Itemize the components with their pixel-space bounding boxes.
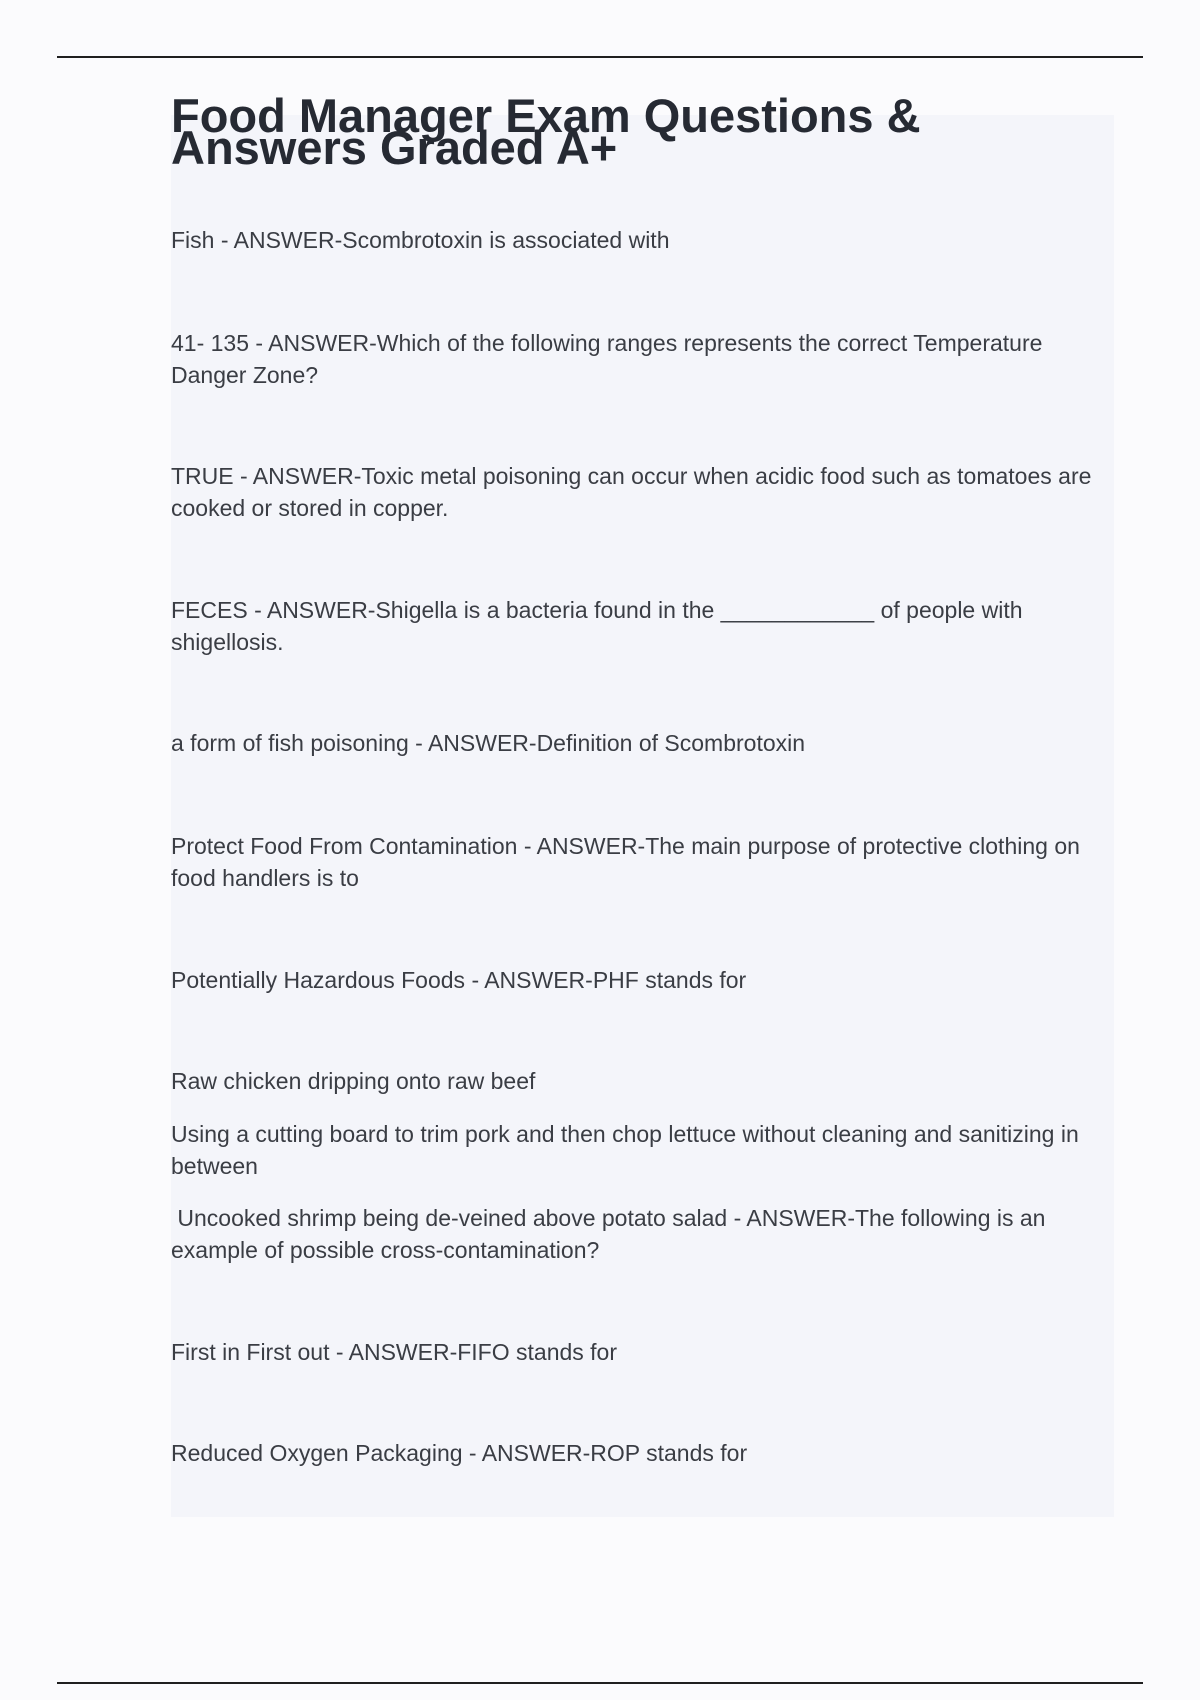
qa-entry-fifo: First in First out - ANSWER-FIFO stands for bbox=[171, 1339, 618, 1365]
qa-entry-phf: Potentially Hazardous Foods - ANSWER-PHF stands for bbox=[171, 967, 747, 993]
qa-entry-fish: Fish - ANSWER-Scombrotoxin is associated with bbox=[171, 227, 670, 253]
qa-entry-rop: Reduced Oxygen Packaging - ANSWER-ROP stands for bbox=[171, 1440, 748, 1466]
qa-entry-shigella: FECES - ANSWER-Shigella is a bacteria found in the ____________ of people with shigellosis. bbox=[171, 597, 1023, 655]
qa-entry-raw-chicken: Raw chicken dripping onto raw beef bbox=[171, 1068, 536, 1094]
content-panel bbox=[171, 115, 1114, 1517]
qa-entry-scombrotoxin-definition: a form of fish poisoning - ANSWER-Definition of Scombrotoxin bbox=[171, 730, 806, 756]
qa-entry-protective-clothing: Protect Food From Contamination - ANSWER-The main purpose of protective clothing on food handlers is to bbox=[171, 833, 1080, 891]
qa-entry-cross-contamination: Uncooked shrimp being de-veined above potato salad - ANSWER-The following is an example of possible cross-contamination? bbox=[171, 1205, 1052, 1263]
document-title: Food Manager Exam Questions & Answers Graded A+ bbox=[171, 89, 921, 174]
top-rule bbox=[57, 56, 1143, 58]
qa-entry-toxic-metal: TRUE - ANSWER-Toxic metal poisoning can occur when acidic food such as tomatoes are cooked or stored in copper. bbox=[171, 463, 1092, 521]
bottom-rule bbox=[57, 1682, 1143, 1684]
qa-entry-temperature-danger-zone: 41- 135 - ANSWER-Which of the following ranges represents the correct Temperature Danger Zone? bbox=[171, 330, 1043, 388]
qa-entry-cutting-board: Using a cutting board to trim pork and then chop lettuce without cleaning and sanitizing in between bbox=[171, 1121, 1079, 1179]
